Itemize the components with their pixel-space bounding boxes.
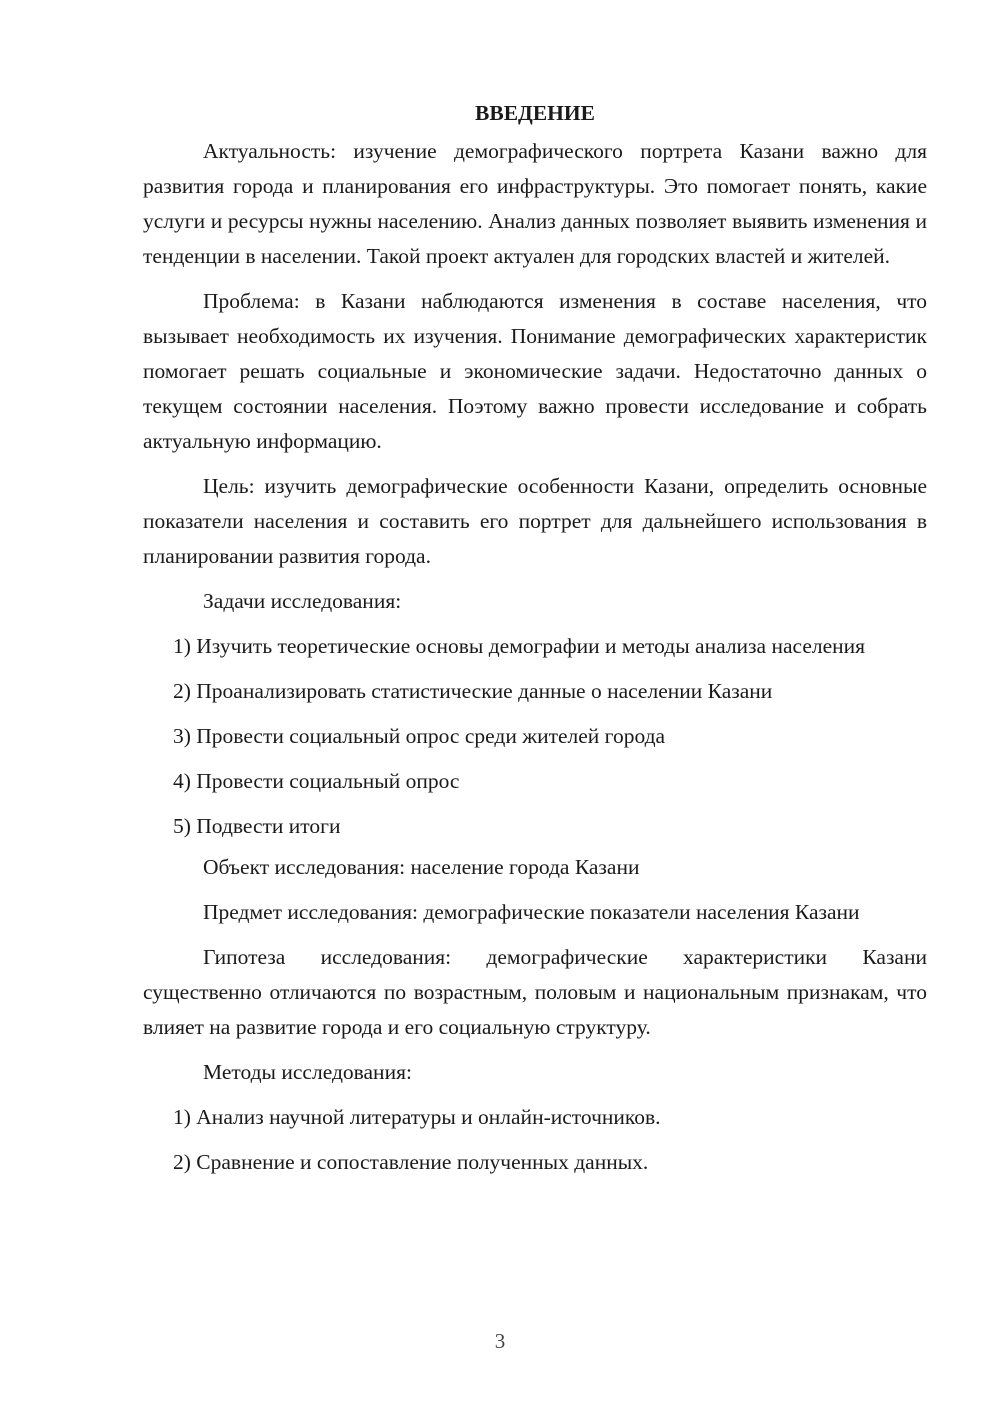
task-item: 1) Изучить теоретические основы демографии и методы анализа населения (173, 634, 866, 658)
document-body (143, 96, 927, 1190)
paragraph-goal: Цель: изучить демографические особенности Казани, определить основные показатели населения и составить его портрет для дальнейшего использования в планировании развития города. (143, 474, 927, 568)
paragraph-problem: Проблема: в Казани наблюдаются изменения в составе населения, что вызывает необходимость их изучения. Понимание демографических характеристик помогает решать социальные и экономические задачи. Недостаточно данных о текущем состоянии населения. Поэтому важно провести исследование и собрать актуальную информацию. (143, 289, 927, 453)
paragraph-object: Объект исследования: население города Казани (203, 855, 640, 879)
method-item: 2) Сравнение и сопоставление полученных данных. (173, 1150, 649, 1174)
page-number: 3 (494, 1329, 506, 1353)
paragraph-subject: Предмет исследования: демографические показатели населения Казани (203, 900, 860, 924)
methods-heading: Методы исследования: (203, 1060, 412, 1084)
tasks-heading: Задачи исследования: (203, 589, 402, 613)
task-item: 4) Провести социальный опрос (173, 769, 460, 793)
method-item: 1) Анализ научной литературы и онлайн-источников. (173, 1105, 661, 1129)
task-item: 5) Подвести итоги (173, 814, 341, 838)
task-item: 2) Проанализировать статистические данные о населении Казани (173, 679, 773, 703)
section-title: ВВЕДЕНИЕ (475, 101, 595, 125)
task-item: 3) Провести социальный опрос среди жителей города (173, 724, 666, 748)
paragraph-hypothesis: Гипотеза исследования: демографические характеристики Казани существенно отличаются по возрастным, половым и национальным признакам, что влияет на развитие города и его социальную структуру. (143, 945, 927, 1039)
paragraph-relevance: Актуальность: изучение демографического портрета Казани важно для развития города и планирования его инфраструктуры. Это помогает понять, какие услуги и ресурсы нужны населению. Анализ данных позволяет выявить изменения и тенденции в населении. Такой проект актуален для городских властей и жителей. (143, 139, 927, 268)
